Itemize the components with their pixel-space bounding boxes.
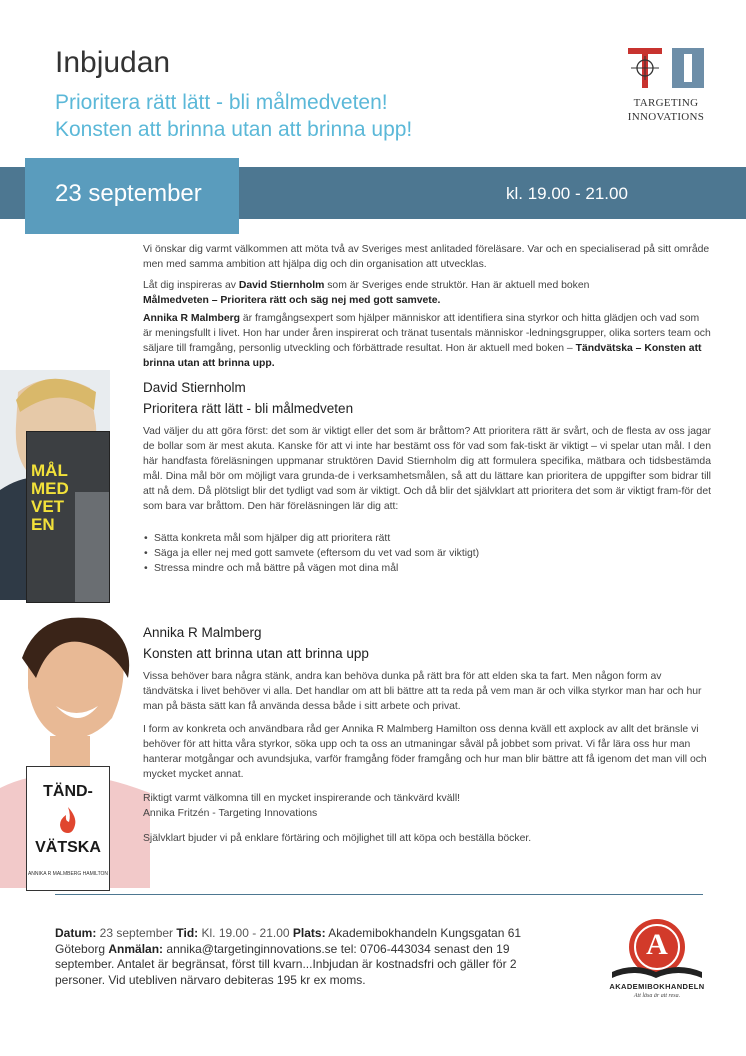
intro-paragraph-1: Vi önskar dig varmt välkommen att möta två av Sveriges mest anlitaded föreläsare. Var och en specialiserad på sitt område men med samma ambition att hjälpa dig och din organisation att utvecklas. bbox=[143, 244, 710, 270]
closing-greeting: Riktigt varmt välkomna till en mycket inspirerande och tänkvärd kväll! bbox=[143, 793, 461, 804]
david-bullet-list bbox=[143, 531, 711, 576]
logo-line-1: TARGETING bbox=[633, 97, 699, 109]
annika-paragraph-1: Vissa behöver bara några stänk, andra kan behöva dunka på rätt bra för att elden ska ta fart. Men någon form av tändvätska i livet behöver vi alla. Det handlar om att bli bättre att ta reda på vem man är och vilka styrkor man har och hur man på bästa sätt kan få använda dessa både i sitt arbete och privat. bbox=[143, 671, 702, 712]
intro-text: Låt dig inspireras av bbox=[143, 280, 239, 291]
intro-text: som är Sveriges ende struktör. Han är aktuell med boken bbox=[324, 280, 590, 291]
book-title-tandvatska: Tändvätska – Konsten att brinna utan att brinna upp. bbox=[143, 343, 702, 369]
akademibokhandeln-logo bbox=[598, 916, 716, 1026]
value-tid: Kl. 19.00 - 21.00 bbox=[198, 926, 293, 940]
event-time: kl. 19.00 - 21.00 bbox=[506, 184, 628, 203]
intro-paragraph-2 bbox=[143, 278, 711, 308]
talk-title-david: Prioritera rätt lätt - bli målmedveten bbox=[143, 401, 354, 416]
list-item: • Säga ja eller nej med gott samvete (eftersom du vet vad som är viktigt) bbox=[154, 546, 711, 561]
book-cover-title-top: TÄND- bbox=[43, 783, 93, 800]
speaker-name-heading-annika: Annika R Malmberg bbox=[143, 625, 262, 640]
akademibokhandeln-name: AKADEMIBOKHANDELN bbox=[609, 982, 705, 991]
talk-title-annika: Konsten att brinna utan att brinna upp bbox=[143, 646, 369, 661]
label-tid: Tid: bbox=[176, 926, 199, 940]
subtitle-line-1: Prioritera rätt lätt - bli målmedveten! bbox=[55, 91, 388, 114]
page-title: Inbjudan bbox=[55, 46, 171, 79]
value-anmalan: annika@targetinginnovations.se tel: 0706-443034 senast den 19 september. Antalet är begränsat, först till kvarn...Inbjudan är kostnadsfri och gäller för 2 personer. Vid utebliven närvaro debiteras 195 kr ex moms. bbox=[55, 941, 517, 987]
footer-divider bbox=[55, 894, 703, 895]
closing-signature: Annika Fritzén - Targeting Innovations bbox=[143, 808, 318, 819]
label-plats: Plats: bbox=[292, 926, 326, 940]
value-plats: Akademibokhandeln Kungsgatan 61 Göteborg bbox=[55, 926, 522, 956]
speaker-name-heading-david: David Stiernholm bbox=[143, 380, 246, 395]
akademibokhandeln-letter: A bbox=[646, 928, 668, 961]
akademibokhandeln-tagline: Att läsa är att resa. bbox=[633, 993, 681, 999]
speaker-name-david: David Stiernholm bbox=[238, 280, 325, 291]
targeting-innovations-wordmark bbox=[614, 96, 718, 124]
annika-paragraph-2: I form av konkreta och användbara råd ger Annika R Malmberg Hamilton oss denna kväll ett axplock av allt det bränsle vi behöver för att hitta våra styrkor, söka upp och ta oss an utmaningar såväl på jobbet som privat. Vi får lära oss hur man hanterar motgångar och avundsjuka, varför framgång föder framgång och hur man blir bättre att få igenom det man vill och mycket mycket annat. bbox=[143, 724, 707, 780]
david-description: Vad väljer du att göra först: det som är viktigt eller det som är bråttom? Att prioritera rätt är svårt, och de flesta av oss jagar de bollar som är mest akuta. Kanske för att vi inte har bestämt oss för vad som fak-tiskt är viktigt – vi spelar utan mål. I den här handfasta föreläsningen uppmanar struktören David Stiernholm dig att formulera specifika, mätbara och tidsbestämda mål. Dina mål bör om möjligt vara grunda-de i verksamhetsmålen, så att du lättare kan prioritera de uppgifter som bidrar till att nå dem. Då plötsligt blir det tydligt vad som är viktigt. Och då blir det självklart att prioritera det som är viktigt fram-för det som bara var bråttom. Den här föreläsningen lär dig att: bbox=[143, 426, 711, 512]
event-date: 23 september bbox=[55, 180, 202, 207]
book-cover-title: MÅLMEDVETEN bbox=[31, 461, 69, 534]
logo-line-2: INNOVATIONS bbox=[627, 111, 705, 123]
intro-paragraph-3 bbox=[143, 311, 711, 371]
book-cover-title-bottom: VÄTSKA bbox=[35, 839, 101, 856]
intro-text: är framgångsexpert som hjälper människor att identifiera sina styrkor och hitta glädjen och vad som är meningsfullt i livet. Hon har under åren inspirerat och tränat tusentals människor -ledningsgrupper, olika sorters team och säljare till framgång, personlig utveckling och förbättrade resultat. Hon är aktuell med boken – bbox=[143, 313, 711, 354]
annika-paragraph-4: Självklart bjuder vi på enklare förtäring och möjlighet till att köpa och beställa böcker. bbox=[143, 833, 532, 844]
ti-logo-icon bbox=[628, 48, 704, 94]
label-datum: Datum: bbox=[55, 926, 97, 940]
book-title-malmedveten: Målmedveten – Prioritera rätt och säg nej med gott samvete. bbox=[143, 295, 441, 306]
book-cover-malmedveten bbox=[26, 431, 110, 603]
value-datum: 23 september bbox=[96, 926, 177, 940]
event-details bbox=[55, 926, 555, 988]
book-cover-tandvatska bbox=[26, 766, 110, 891]
annika-paragraph-3 bbox=[143, 791, 711, 821]
list-item: • Stressa mindre och må bättre på vägen mot dina mål bbox=[154, 561, 711, 576]
speaker-name-annika: Annika R Malmberg bbox=[143, 313, 240, 324]
subtitle-line-2: Konsten att brinna utan att brinna upp! bbox=[55, 118, 413, 141]
book-cover-author: ANNIKA R MALMBERG HAMILTON bbox=[27, 871, 109, 877]
label-anmalan: Anmälan: bbox=[108, 941, 164, 956]
list-item: • Sätta konkreta mål som hjälper dig att prioritera rätt bbox=[154, 531, 711, 546]
flame-icon bbox=[57, 807, 79, 833]
